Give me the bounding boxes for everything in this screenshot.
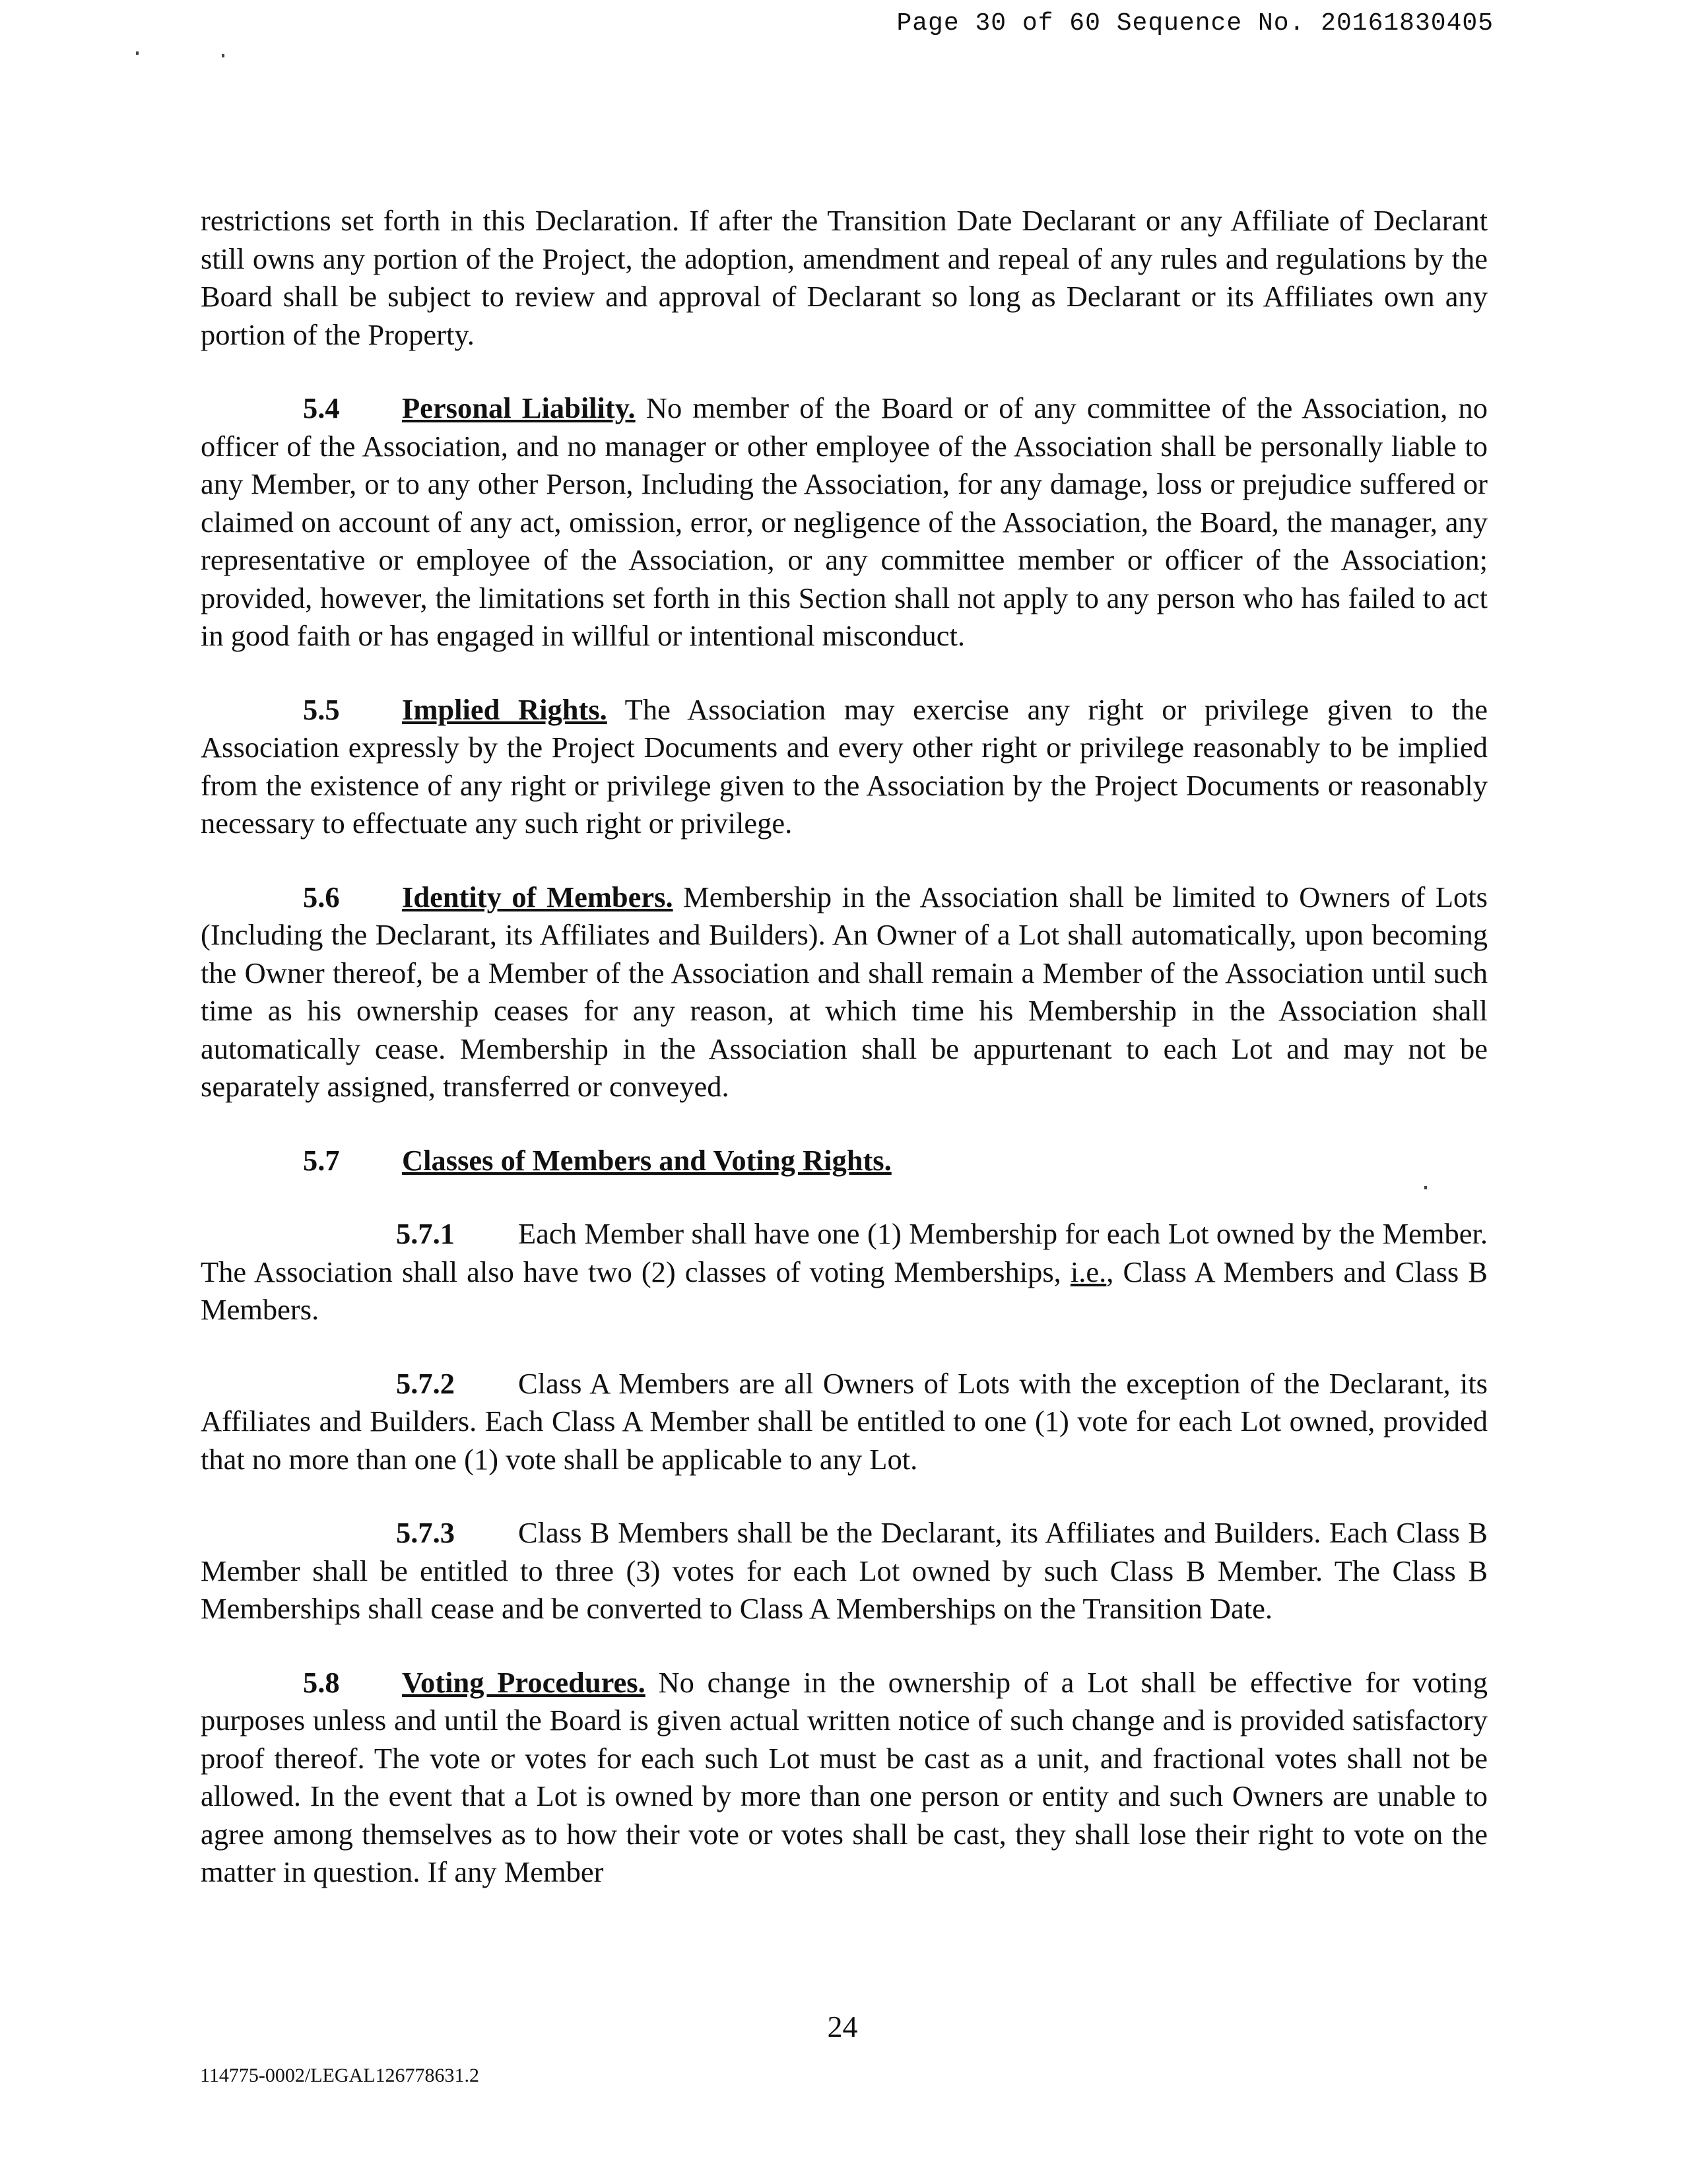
section-text: Each Member shall have one (1) Membership for each Lot owned by the Member. The Association shall also have two (2) classes of voting Memberships, [201, 1217, 1488, 1288]
section-title: Identity of Members. [402, 880, 673, 913]
section-5-7-2 [201, 1365, 1488, 1479]
section-text: No change in the ownership of a Lot shall be effective for voting purposes unless and until the Board is given actual written notice of such change and is provided satisfactory proof thereof. The vote or votes for each such Lot must be cast as a unit, and fractional votes shall not be allowed. In the event that a Lot is owned by more than one person or entity and such Owners are unable to agree among themselves as to how their vote or votes shall be cast, they shall lose their right to vote on the matter in question. If any Member [201, 1665, 1488, 1888]
section-number: 5.8 [303, 1665, 340, 1699]
section-5-7-3 [201, 1514, 1488, 1628]
scan-speck [222, 54, 224, 57]
section-5-7-1 [201, 1215, 1488, 1329]
section-text: Class A Members are all Owners of Lots with the exception of the Declarant, its Affiliates and Builders. Each Class A Member shall be entitled to one (1) vote for each Lot owned, provided that no more than one (1) vote shall be applicable to any Lot. [201, 1366, 1488, 1476]
document-id: 114775-0002/LEGAL126778631.2 [200, 2065, 480, 2086]
ie-underlined: i.e. [1070, 1255, 1107, 1288]
section-text: No member of the Board or of any committee of the Association, no officer of the Association, and no manager or other employee of the Association shall be personally liable to any Member, or to any other Person, Including the Association, for any damage, loss or prejudice suffered or claimed on account of any act, omission, error, or negligence of the Association, the Board, the manager, any representative or employee of the Association, or any committee member or officer of the Association; provided, however, the limitations set forth in this Section shall not apply to any person who has failed to act in good faith or has engaged in willful or intentional misconduct. [201, 391, 1488, 652]
section-text: , Class A Members and Class B Members. [201, 1255, 1488, 1326]
paragraph-intro: restrictions set forth in this Declaration. If after the Transition Date Declarant or any Affiliate of Declarant still owns any portion of the Project, the adoption, amendment and repeal of any rules and regulations by the Board shall be subject to review and approval of Declarant so long as Declarant or its Affiliates own any portion of the Property. [201, 204, 1488, 351]
section-5-6 [201, 878, 1488, 1106]
section-number: 5.7 [303, 1143, 340, 1177]
section-5-5 [201, 691, 1488, 843]
section-text: Class B Members shall be the Declarant, its Affiliates and Builders. Each Class B Member shall be entitled to three (3) votes for each Lot owned by such Class B Member. The Class B Memberships shall cease and be converted to Class A Memberships on the Transition Date. [201, 1516, 1488, 1625]
section-title: Implied Rights. [402, 692, 607, 726]
section-5-8 [201, 1664, 1488, 1892]
document-body [201, 202, 1488, 1927]
section-5-7 [201, 1142, 1488, 1180]
page-number: 24 [827, 2010, 858, 2043]
section-number: 5.7.3 [396, 1516, 455, 1549]
section-title: Voting Procedures. [402, 1665, 645, 1699]
scan-speck [136, 51, 139, 55]
section-text: The Association may exercise any right or privilege given to the Association expressly by the Project Documents and every other right or privilege reasonably to be implied from the existence of any right or privilege given to the Association by the Project Documents or reasonably necessary to effectuate any such right or privilege. [201, 692, 1488, 840]
section-number: 5.7.1 [396, 1217, 455, 1250]
section-text: Membership in the Association shall be limited to Owners of Lots (Including the Declarant, its Affiliates and Builders). An Owner of a Lot shall automatically, upon becoming the Owner thereof, be a Member of the Association and shall remain a Member of the Association until such time as his ownership ceases for any reason, at which time his Membership in the Association shall automatically cease. Membership in the Association shall be appurtenant to each Lot and may not be separately assigned, transferred or conveyed. [201, 880, 1488, 1103]
section-number: 5.6 [303, 880, 340, 913]
section-5-4 [201, 389, 1488, 655]
section-number: 5.7.2 [396, 1366, 455, 1400]
section-title: Classes of Members and Voting Rights. [402, 1143, 892, 1177]
page-header: Page 30 of 60 Sequence No. 20161830405 [896, 9, 1494, 38]
section-title: Personal Liability. [402, 391, 636, 424]
section-number: 5.5 [303, 692, 340, 726]
section-number: 5.4 [303, 391, 340, 424]
